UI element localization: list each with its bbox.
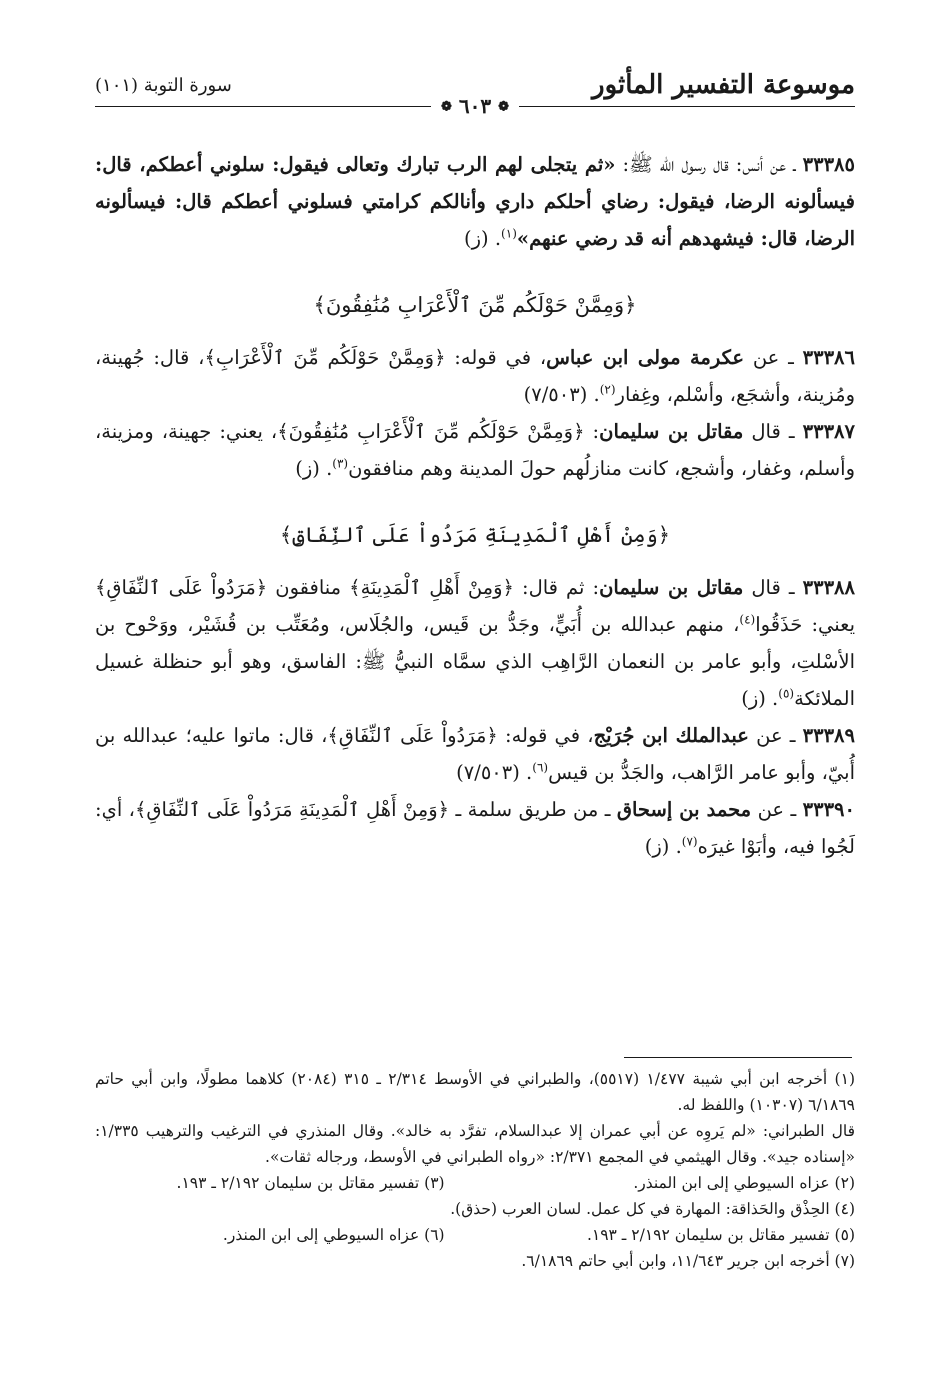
- footnote-ref: (٦): [532, 760, 549, 775]
- entry-tail: . (٧/٥٠٣): [523, 383, 600, 406]
- entry-text: : ﴿وَمِمَّنْ حَوْلَكُم مِّنَ ٱلْأَعْرَابِ مُنَٰفِقُونَ﴾، يعني: جهينة، ومزينة، وأسلم، وغفار، وأشجع، كانت منازلُهم حولَ المدينة وهم منافقون: [95, 420, 855, 480]
- footnote-row: [95, 1170, 855, 1196]
- footnote-row: [95, 1222, 855, 1248]
- entry-text: : ثم قال: ﴿وَمِنْ أَهْلِ ٱلْمَدِينَةِ﴾ منافقون ﴿مَرَدُواْ عَلَى ٱلنِّفَاقِ﴾ يعني: حَذَقُوا: [95, 576, 856, 636]
- entry-intro: ـ عن: [748, 724, 803, 747]
- entry-33387: [95, 413, 855, 487]
- entry-33389: [95, 717, 855, 791]
- entry-text: ، في قوله: ﴿وَمِمَّنْ حَوْلَكُم مِّنَ ٱلْأَعْرَابِ﴾، قال: جُهينة، ومُزينة، وأشجَع، وأسْلم، وغِفار: [95, 346, 855, 406]
- hadith-quote: «ثم يتجلى لهم الرب تبارك وتعالى فيقول: سلوني أعطكم، قال: فيسألونه الرضا، فيقول: رضاي أحلكم داري وأنالكم كرامتي فسلوني أعطكم قال: فيسألونه الرضا، قال: فيشهدهم أنه قد رضي عنهم»: [95, 153, 855, 250]
- entry-text: ، منهم عبدالله بن أُبَيٍّ، وجَدُّ بن قَيس، والجُلَاس، ومُعَتِّب بن قُشَيْر، ووَحْوح بن الأسْلتِ، وأبو عامر بن النعمان الرَّاهِب الذي سمَّاه النبيُّ ﷺ: الفاسق، وهو أبو حنظلة غسيل الملائكة: [95, 613, 855, 710]
- entry-number: ٣٣٣٨٧: [802, 420, 856, 443]
- verse-heading: ﴿وَمِمَّنْ حَوْلَكُم مِّنَ ٱلْأَعْرَابِ مُنَٰفِقُونَ﴾: [313, 293, 637, 317]
- entry-intro: ـ عن: [744, 346, 803, 369]
- entry-tail: . (٧/٥٠٣): [456, 761, 533, 784]
- page-number: ٦٠٣: [458, 94, 492, 118]
- footnote-6: (٦) عزاه السيوطي إلى ابن المنذر.: [222, 1226, 445, 1244]
- footnote-ref: (٢): [599, 382, 616, 397]
- running-header: [95, 60, 855, 116]
- entry-intro: ـ عن: [751, 798, 803, 821]
- footnote-separator: [624, 1057, 852, 1058]
- entry-text: ـ من طريق سلمة ـ ﴿وَمِنْ أَهْلِ ٱلْمَدِينَةِ مَرَدُواْ عَلَى ٱلنِّفَاقِ﴾، أي: لَجُوا فيه، وأبَوْا غيرَه: [95, 798, 855, 858]
- spacer: [95, 487, 855, 515]
- footnotes: [95, 1066, 855, 1274]
- narrator-name: محمد بن إسحاق: [616, 798, 752, 821]
- narrator-name: مقاتل بن سليمان: [599, 576, 744, 599]
- entry-tail: . (ز): [295, 457, 333, 480]
- surah-label: سورة التوبة (١٠١): [95, 75, 232, 96]
- footnote-5: (٥) تفسير مقاتل بن سليمان ٢/١٩٢ ـ ١٩٣.: [586, 1226, 855, 1244]
- spacer: [95, 257, 855, 285]
- book-title: موسوعة التفسير المأثور: [592, 70, 855, 100]
- footnote-3: (٣) تفسير مقاتل بن سليمان ٢/١٩٢ ـ ١٩٣.: [176, 1174, 445, 1192]
- entry-number: ٣٣٣٨٩: [802, 724, 856, 747]
- entry-33386: [95, 339, 855, 413]
- ornament-icon: ❁: [441, 99, 452, 115]
- entry-33390: [95, 791, 855, 865]
- footnote-7: (٧) أخرجه ابن جرير ١١/٦٤٣، وابن أبي حاتم ٦/١٨٦٩.: [521, 1252, 855, 1270]
- footnote-ref: (٤): [739, 612, 756, 627]
- entry-33388: [95, 569, 855, 717]
- entry-number: ٣٣٣٨٦: [802, 346, 855, 369]
- entry-tail: . (ز): [741, 687, 779, 710]
- entry-tail: . (ز): [464, 227, 502, 250]
- narrator-name: عبدالملك ابن جُرَيْج: [593, 724, 749, 747]
- entry-intro: ـ عن أنس: قال رسول الله ﷺ:: [615, 153, 803, 176]
- entry-intro: ـ قال: [743, 420, 803, 443]
- verse-heading: ﴿وَمِنْ أَهْلِ ٱلْمَدِينَةِ مَرَدُواْ عَلَى ٱلنِّفَاقِ﴾: [279, 523, 671, 547]
- footnote-ref: (١): [501, 226, 517, 241]
- entry-number: ٣٣٣٨٥: [802, 153, 855, 176]
- spacer: [95, 555, 855, 569]
- entry-text: ، في قوله: ﴿مَرَدُواْ عَلَى ٱلنِّفَاقِ﴾، قال: ماتوا عليه؛ عبدالله بن أُبيّ، وأبو عامر الرَّاهب، والجَدُّ بن قيس: [95, 724, 855, 784]
- entry-number: ٣٣٣٩٠: [802, 798, 856, 821]
- footnote-ref: (٣): [332, 456, 349, 471]
- entry-number: ٣٣٣٨٨: [802, 576, 855, 599]
- footnote-1: (١) أخرجه ابن أبي شيبة ١/٤٧٧ (٥٥١٧)، والطبراني في الأوسط ٢/٣١٤ ـ ٣١٥ (٢٠٨٤) كلاهما مطولًا، وابن أبي حاتم ٦/١٨٦٩ (١٠٣٠٧) واللفظ له.: [95, 1070, 855, 1114]
- entry-tail: . (ز): [644, 835, 682, 858]
- ornament-icon: ❁: [498, 99, 509, 115]
- narrator-name: عكرمة مولى ابن عباس: [546, 346, 745, 369]
- entry-intro: ـ قال: [743, 576, 803, 599]
- page-number-block: [431, 93, 519, 121]
- entry-33385: [95, 146, 855, 257]
- footnote-4: (٤) الحِذْق والحَذاقة: المهارة في كل عمل. لسان العرب (حذق).: [450, 1200, 855, 1218]
- footnote-2: (٢) عزاه السيوطي إلى ابن المنذر.: [633, 1174, 855, 1192]
- footnote-1-continued: قال الطبراني: «لم يَروِه عن أبي عمران إلا عبدالسلام، تفرَّد به خالد». وقال المنذري في الترغيب والترهيب ١/٣٣٥: «إسناده جيد». وقال الهيثمي في المجمع ٢/٣٧١: «رواه الطبراني في الأوسط، ورجاله ثقات».: [95, 1122, 855, 1166]
- footnote-ref: (٧): [681, 834, 698, 849]
- narrator-name: مقاتل بن سليمان: [599, 420, 744, 443]
- spacer: [95, 325, 855, 339]
- main-text: [95, 146, 855, 865]
- footnote-ref: (٥): [778, 686, 795, 701]
